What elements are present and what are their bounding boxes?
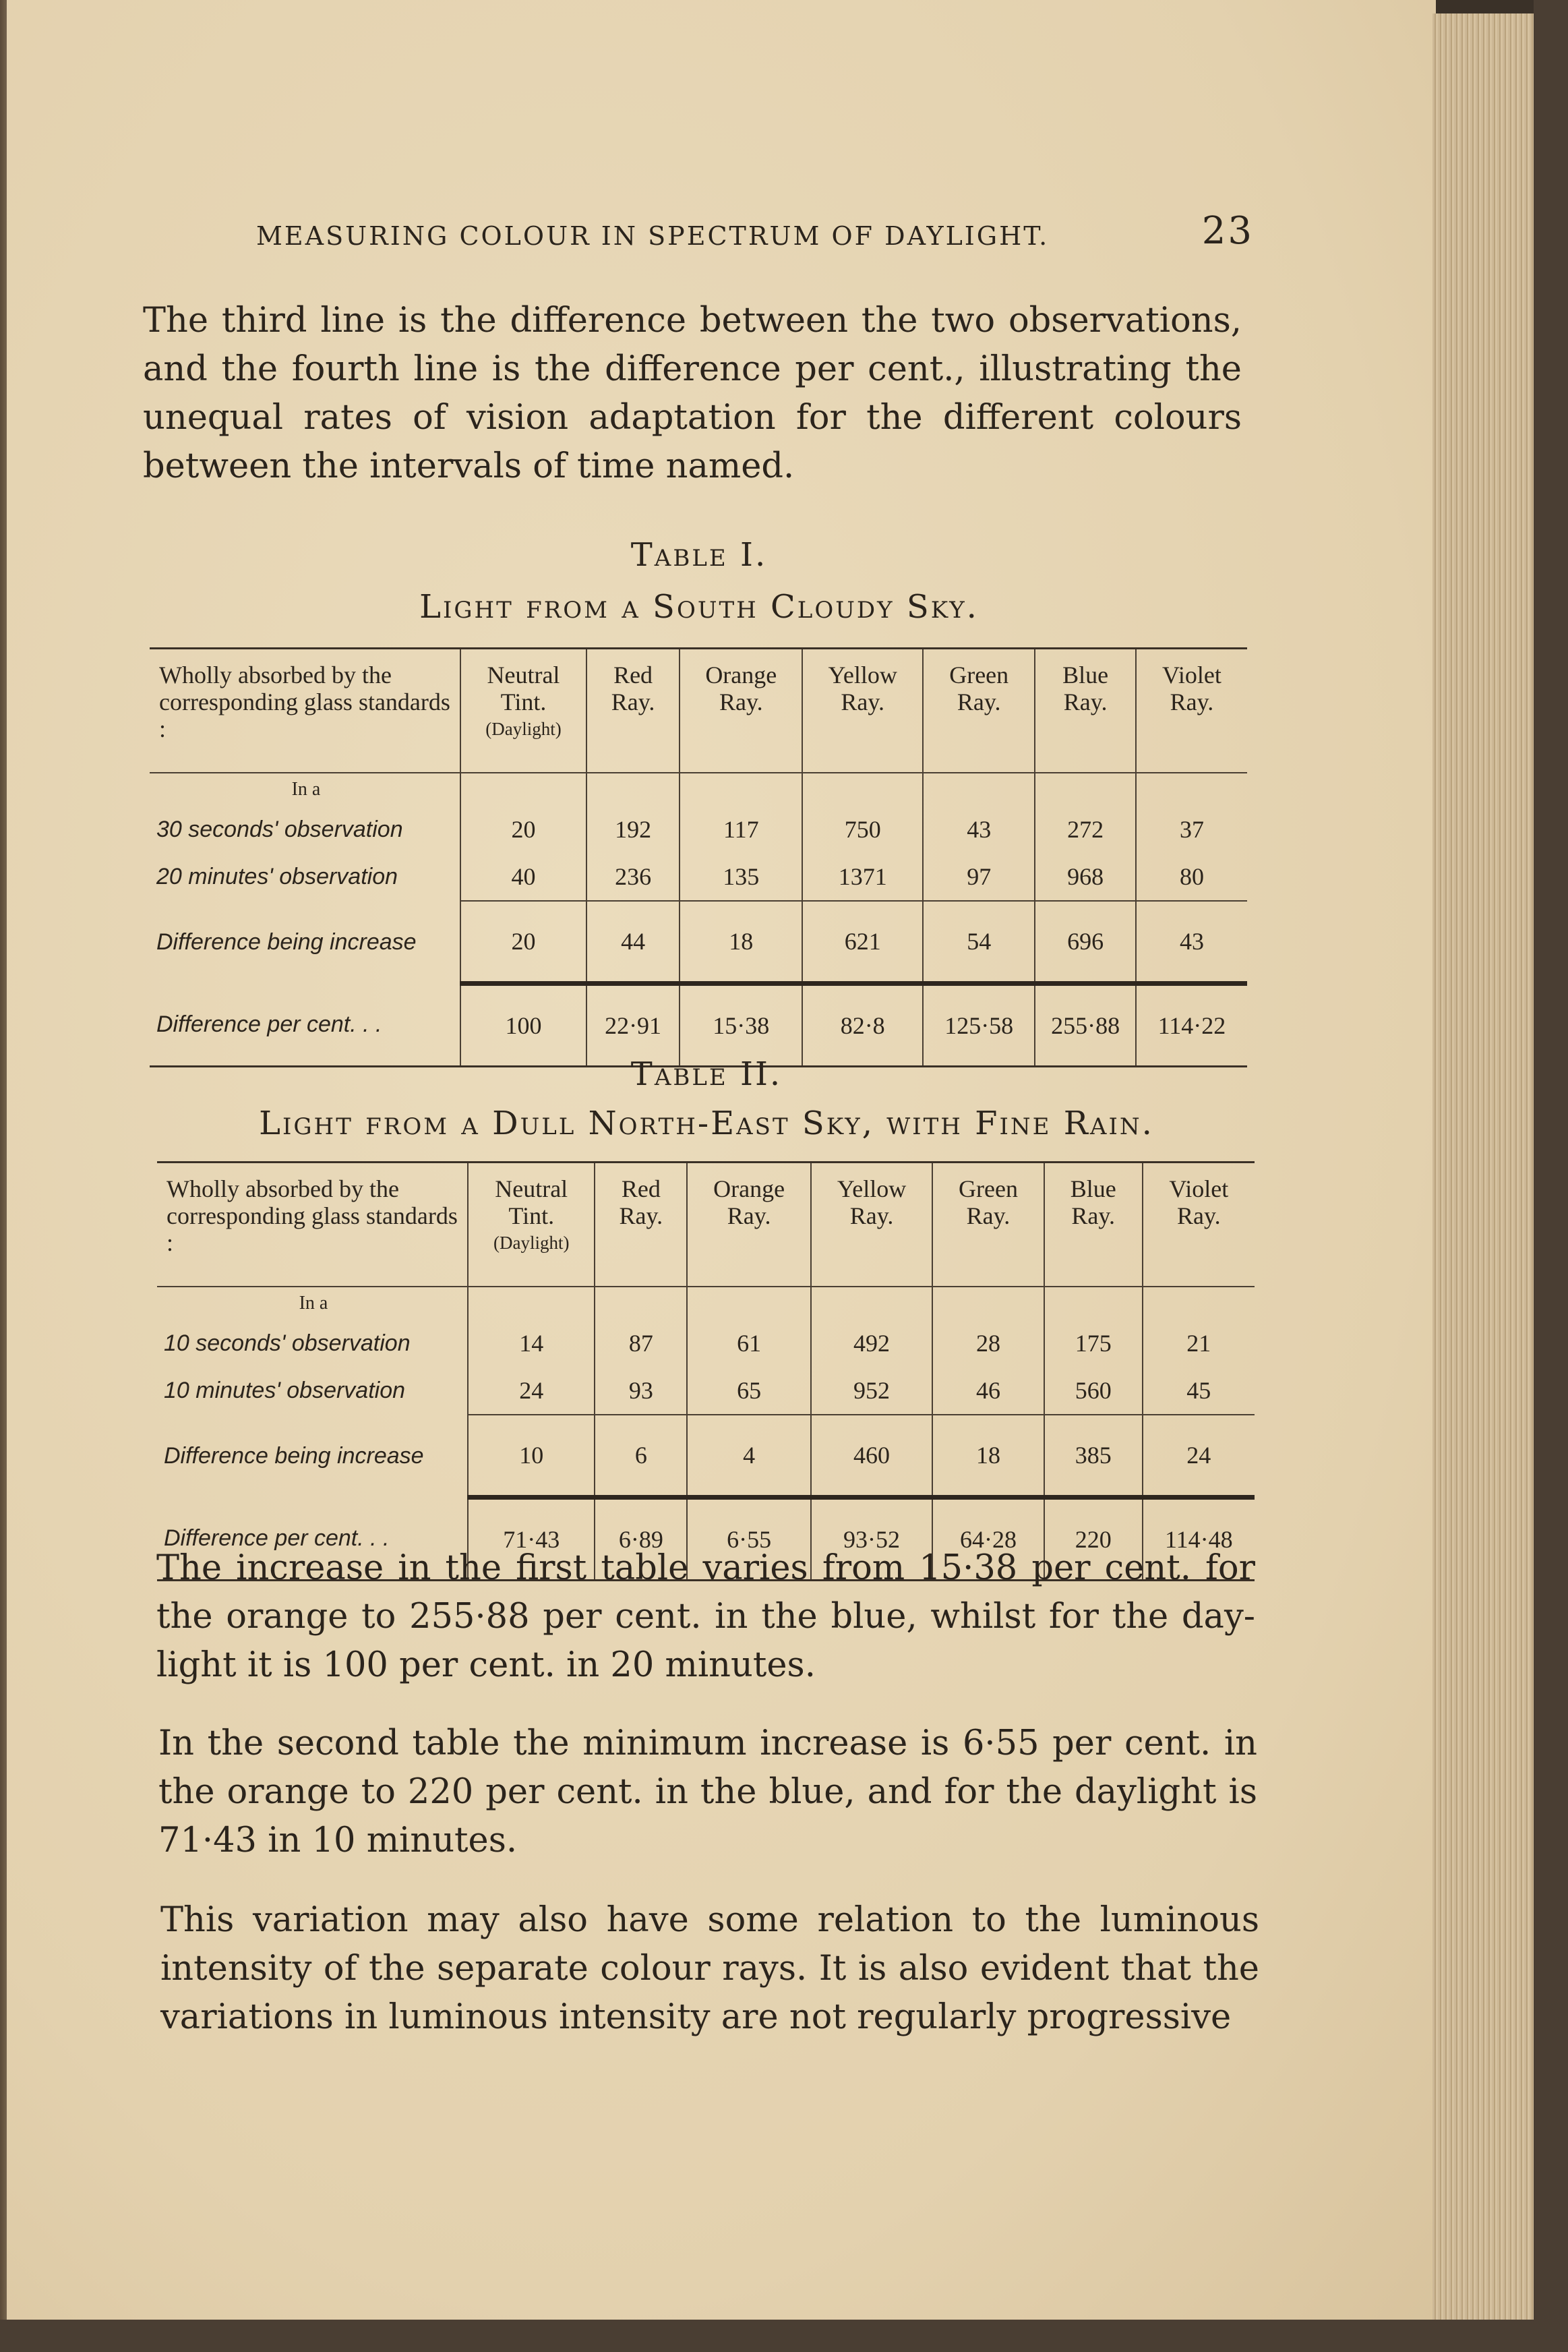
empty-cell [680, 773, 802, 806]
column-header [1044, 1163, 1143, 1287]
table-cell: 10 [468, 1415, 595, 1498]
table-cell: 4 [687, 1415, 811, 1498]
table-cell: 100 [460, 984, 586, 1067]
corner-header: Wholly absorbed by the corresponding glass standards : [150, 649, 460, 773]
table-cell: 6·55 [687, 1498, 811, 1581]
table-row [150, 853, 1247, 901]
empty-cell [811, 1287, 932, 1320]
table-cell: 24 [1143, 1415, 1255, 1498]
column-name: Red Ray. [611, 662, 655, 715]
table-2-label: Table II. [630, 1055, 783, 1093]
row-label: 30 seconds' observation [156, 816, 403, 842]
column-name: Green Ray. [949, 662, 1009, 715]
table-cell: 621 [802, 901, 923, 984]
paragraph-second-table-summary: In the second table the minimum increase is 6·55 per cent. in the orange to 220 per cent. in the blue, and for the daylight is 71·43 in 10 minutes. [158, 1724, 1257, 1860]
column-header [595, 1163, 687, 1287]
column-name: Green Ray. [959, 1175, 1018, 1229]
empty-cell [802, 773, 923, 806]
row-label: Difference per cent. . . [164, 1525, 390, 1551]
table-cell: 21 [1143, 1320, 1255, 1367]
table-cell: 968 [1035, 853, 1136, 901]
in-a-row [157, 1287, 1255, 1320]
table-cell: 93·52 [811, 1498, 932, 1581]
table-cell: 18 [932, 1415, 1044, 1498]
table-cell: 71·43 [468, 1498, 595, 1581]
table-row [150, 806, 1247, 853]
column-header [923, 649, 1035, 773]
table-row [157, 1415, 1255, 1498]
empty-cell [1035, 773, 1136, 806]
column-header [932, 1163, 1044, 1287]
table-cell: 1371 [802, 853, 923, 901]
table-cell: 560 [1044, 1367, 1143, 1415]
column-header [586, 649, 680, 773]
table-2-caption: Light from a Dull North-East Sky, with Fine Rain. [259, 1105, 1154, 1142]
table-cell: 175 [1044, 1320, 1143, 1367]
table-cell: 15·38 [680, 984, 802, 1067]
table-cell: 952 [811, 1367, 932, 1415]
column-name: Neutral Tint. [487, 662, 560, 715]
running-title: MEASURING COLOUR IN SPECTRUM OF DAYLIGHT. [256, 221, 1050, 251]
column-header [1143, 1163, 1255, 1287]
header-row [157, 1163, 1255, 1287]
table-cell: 114·22 [1136, 984, 1247, 1067]
table-row [157, 1367, 1255, 1415]
table-cell: 40 [460, 853, 586, 901]
table-row [157, 1320, 1255, 1367]
table-cell: 14 [468, 1320, 595, 1367]
empty-cell [1136, 773, 1247, 806]
table-cell: 37 [1136, 806, 1247, 853]
table-cell: 750 [802, 806, 923, 853]
table-cell: 18 [680, 901, 802, 984]
column-subtitle: (Daylight) [493, 1233, 570, 1253]
empty-cell [687, 1287, 811, 1320]
table-cell: 46 [932, 1367, 1044, 1415]
table-1 [150, 647, 1247, 1067]
page-edges [1433, 13, 1534, 2333]
table-row [150, 984, 1247, 1067]
header-row [150, 649, 1247, 773]
book-bottom-edge [0, 2320, 1568, 2352]
table-1-label: Table I. [630, 536, 768, 574]
table-cell: 114·48 [1143, 1498, 1255, 1581]
row-label: Difference per cent. . . [156, 1011, 382, 1037]
table-cell: 43 [1136, 901, 1247, 984]
column-name: Yellow Ray. [828, 662, 897, 715]
table-cell: 220 [1044, 1498, 1143, 1581]
column-name: Yellow Ray. [837, 1175, 907, 1229]
column-header [1136, 649, 1247, 773]
table-cell: 65 [687, 1367, 811, 1415]
paragraph-first-table-summary: The increase in the first table varies from 15·38 per cent. for the orange to 255·88 per cent. in the blue, whilst for the day-light it is 100 per cent. in 20 minutes. [156, 1548, 1255, 1685]
table-cell: 45 [1143, 1367, 1255, 1415]
table-cell: 20 [460, 806, 586, 853]
table-cell: 93 [595, 1367, 687, 1415]
in-a-row [150, 773, 1247, 806]
table-row [150, 901, 1247, 984]
column-subtitle: (Daylight) [485, 719, 562, 739]
column-header [687, 1163, 811, 1287]
table-cell: 54 [923, 901, 1035, 984]
column-name: Orange Ray. [713, 1175, 785, 1229]
table-cell: 97 [923, 853, 1035, 901]
row-label: 10 minutes' observation [164, 1378, 406, 1403]
empty-cell [586, 773, 680, 806]
table-cell: 87 [595, 1320, 687, 1367]
table-cell: 22·91 [586, 984, 680, 1067]
column-name: Violet Ray. [1162, 662, 1222, 715]
table-cell: 64·28 [932, 1498, 1044, 1581]
page-number: 23 [1201, 209, 1254, 253]
table-cell: 24 [468, 1367, 595, 1415]
column-name: Red Ray. [619, 1175, 663, 1229]
row-label: Difference being increase [164, 1442, 424, 1469]
table-cell: 492 [811, 1320, 932, 1367]
row-label: 20 minutes' observation [156, 864, 398, 889]
column-name: Blue Ray. [1070, 1175, 1116, 1229]
empty-cell [1143, 1287, 1255, 1320]
table-cell: 117 [680, 806, 802, 853]
table-cell: 696 [1035, 901, 1136, 984]
table-cell: 236 [586, 853, 680, 901]
empty-cell [468, 1287, 595, 1320]
column-header [680, 649, 802, 773]
in-a-label: In a [299, 1293, 328, 1314]
in-a-label: In a [291, 779, 321, 800]
empty-cell [932, 1287, 1044, 1320]
column-header [802, 649, 923, 773]
paragraph-intro: The third line is the difference between the two observations, and the fourth line is the difference per cent., illustrating the unequal rates of vision adaptation for the different colours between the intervals of time named. [143, 301, 1242, 486]
table-cell: 44 [586, 901, 680, 984]
table-cell: 272 [1035, 806, 1136, 853]
empty-cell [595, 1287, 687, 1320]
column-name: Blue Ray. [1062, 662, 1109, 715]
table-cell: 20 [460, 901, 586, 984]
table-cell: 43 [923, 806, 1035, 853]
empty-cell [923, 773, 1035, 806]
column-name: Orange Ray. [705, 662, 777, 715]
table-cell: 385 [1044, 1415, 1143, 1498]
table-cell: 82·8 [802, 984, 923, 1067]
table-cell: 192 [586, 806, 680, 853]
corner-header: Wholly absorbed by the corresponding glass standards : [157, 1163, 468, 1287]
empty-cell [460, 773, 586, 806]
row-label: 10 seconds' observation [164, 1330, 411, 1356]
column-header [1035, 649, 1136, 773]
column-name: Neutral Tint. [495, 1175, 568, 1229]
table-cell: 6·89 [595, 1498, 687, 1581]
column-name: Violet Ray. [1169, 1175, 1229, 1229]
paragraph-variation: This variation may also have some relation to the luminous intensity of the separate colour rays. It is also evident that the variations in luminous intensity are not regularly progressive [160, 1900, 1259, 2037]
table-cell: 61 [687, 1320, 811, 1367]
table-cell: 80 [1136, 853, 1247, 901]
table-cell: 125·58 [923, 984, 1035, 1067]
column-header [811, 1163, 932, 1287]
column-header [468, 1163, 595, 1287]
book-cover-edge [1534, 0, 1568, 2352]
column-header [460, 649, 586, 773]
table-1-caption: Light from a South Cloudy Sky. [419, 588, 979, 626]
empty-cell [1044, 1287, 1143, 1320]
table-2 [157, 1161, 1255, 1581]
table-cell: 460 [811, 1415, 932, 1498]
table-cell: 135 [680, 853, 802, 901]
row-label: Difference being increase [156, 929, 417, 955]
table-cell: 6 [595, 1415, 687, 1498]
table-cell: 255·88 [1035, 984, 1136, 1067]
table-cell: 28 [932, 1320, 1044, 1367]
